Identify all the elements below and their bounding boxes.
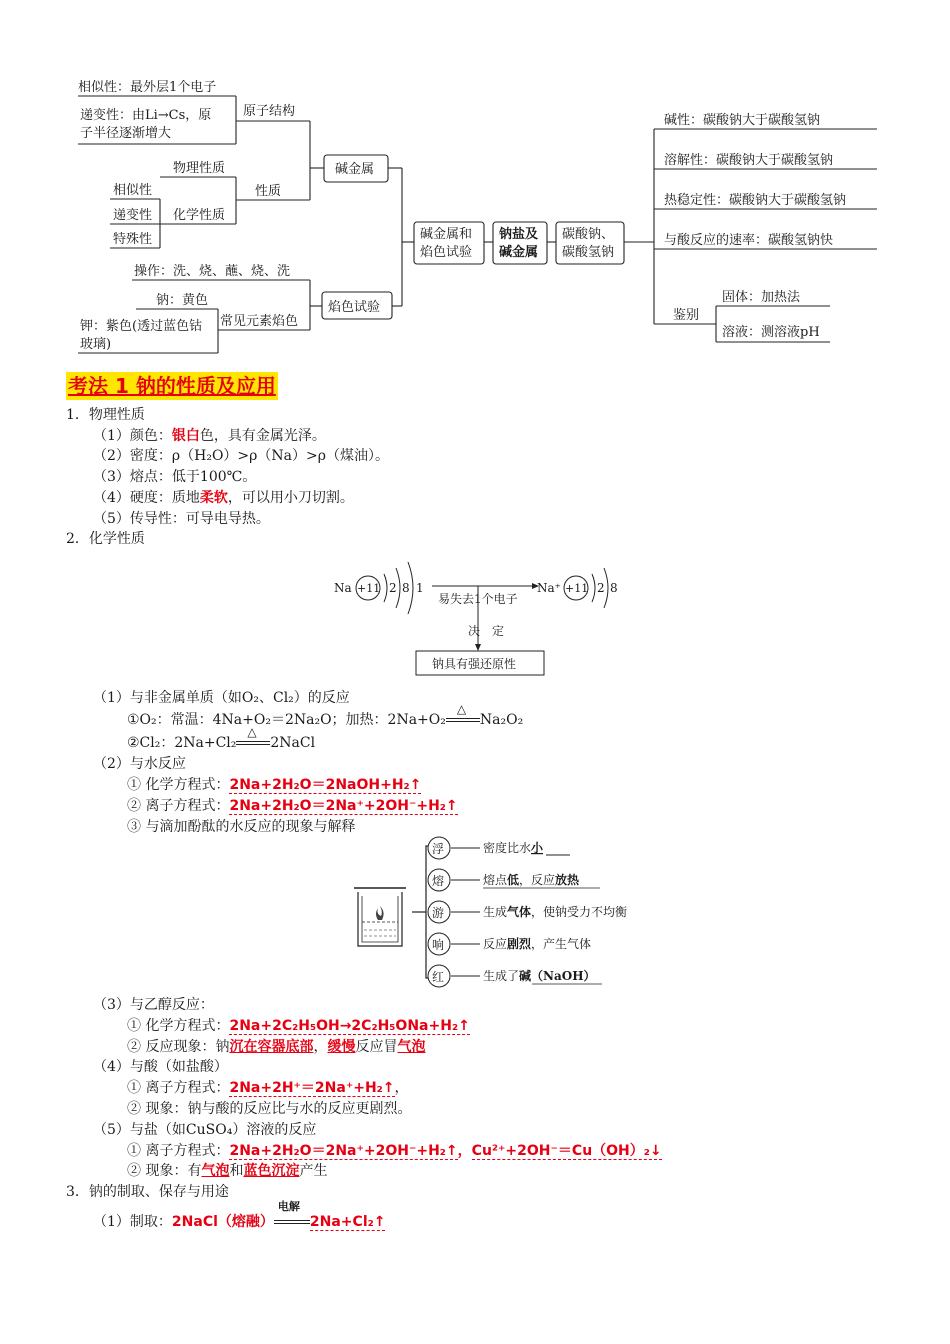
prop-density: （2）密度：ρ（H₂O）>ρ（Na）>ρ（煤油）。	[93, 448, 389, 464]
mm-similarity: 相似性	[113, 183, 153, 198]
mind-map	[0, 0, 950, 360]
r5-phenomenon: ② 现象：有气泡和蓝色沉淀产生	[127, 1163, 328, 1179]
mm-carbonate-1: 碳酸钠、	[562, 227, 615, 242]
mm-center-2: 焰色试验	[420, 245, 473, 260]
atom-ion-shell-1: 2	[597, 581, 605, 595]
r2-phenomenon-heading: ③ 与滴加酚酞的水反应的现象与解释	[127, 819, 356, 835]
mm-identify: 鉴别	[673, 308, 700, 323]
mm-solution-ph: 溶液：测溶液pH	[722, 325, 820, 340]
mm-carbonate-2: 碳酸氢钠	[562, 245, 615, 260]
mm-thermal: 热稳定性：碳酸钠大于碳酸氢钠	[664, 193, 847, 208]
mm-center-1: 碱金属和	[420, 227, 473, 242]
mm-acid-rate: 与酸反应的速率：碳酸氢钠快	[664, 233, 834, 248]
atom-na-symbol: Na	[334, 581, 352, 595]
mm-special: 特殊性	[113, 232, 153, 247]
mm-potassium-purple-2: 玻璃)	[80, 337, 112, 352]
mm-solid-heating: 固体：加热法	[722, 290, 801, 305]
r1-oxygen: ①O₂：常温：4Na+O₂＝2Na₂O；加热：2Na+O₂ △ Na₂O₂	[127, 702, 524, 728]
mm-chemical-props: 化学性质	[173, 208, 226, 223]
mm-sodium-salt-1: 钠盐及	[499, 227, 539, 242]
r5-ionic: ① 离子方程式：2Na+2H₂O＝2Na⁺+2OH⁻+H₂↑，Cu²⁺+2OH⁻＝Cu（OH）₂↓	[127, 1143, 662, 1159]
r5-heading: （5）与盐（如CuSO₄）溶液的反应	[93, 1122, 317, 1138]
r3-phenomenon: ② 反应现象：钠沉在容器底部，缓慢反应冒气泡	[127, 1039, 426, 1055]
atom-decide: 决 定	[468, 624, 505, 638]
r1-chlorine: ②Cl₂：2Na+Cl₂ △ 2NaCl	[127, 725, 316, 751]
atom-ion-shell-2: 8	[610, 581, 618, 595]
mm-common-flame: 常见元素焰色	[220, 314, 299, 329]
mm-trend: 递变性	[113, 208, 153, 223]
physical-props-heading: 1．物理性质	[66, 407, 145, 423]
mm-atom-similarity: 相似性：最外层1个电子	[78, 80, 217, 95]
electrolysis-condition: 电解	[277, 1200, 300, 1213]
atom-nucleus: +11	[357, 582, 381, 595]
water-melt-circle: 熔	[432, 874, 445, 888]
r2-ionic: ② 离子方程式：2Na+2H₂O＝2Na⁺+2OH⁻+H₂↑	[127, 798, 458, 814]
water-row-2: 熔点低，反应放热	[483, 873, 580, 887]
mm-properties: 性质	[255, 184, 282, 199]
r1-heading: （1）与非金属单质（如O₂、Cl₂）的反应	[93, 690, 350, 706]
atom-shell-3: 1	[416, 581, 424, 595]
water-row-4: 反应剧烈，产生气体	[483, 937, 592, 951]
mm-atomic-structure: 原子结构	[243, 104, 296, 119]
mm-sodium-salt-2: 碱金属	[499, 245, 539, 260]
section-title: 考法 1 钠的性质及应用	[68, 374, 276, 398]
atom-ion-symbol: Na⁺	[537, 581, 561, 595]
prep-electrolysis: （1）制取：2NaCl（熔融） 电解 2Na+Cl₂↑	[93, 1200, 386, 1230]
prop-hardness: （4）硬度：质地柔软，可以用小刀切割。	[93, 490, 354, 506]
mm-alkalinity: 碱性：碳酸钠大于碳酸氢钠	[664, 113, 821, 128]
atom-reducing-box: 钠具有强还原性	[432, 657, 517, 671]
water-row-5: 生成了碱（NaOH）	[483, 969, 596, 983]
water-float-circle: 浮	[432, 842, 445, 856]
heat-symbol: △	[247, 725, 257, 739]
atom-lose-electron: 易失去1个电子	[438, 592, 518, 606]
atom-structure-diagram	[330, 556, 630, 680]
mm-solubility: 溶解性：碳酸钠大于碳酸氢钠	[664, 153, 834, 168]
mm-physical-props: 物理性质	[173, 161, 226, 176]
r2-equation: ① 化学方程式：2Na+2H₂O＝2NaOH+H₂↑	[127, 777, 422, 793]
water-swim-circle: 游	[432, 906, 445, 920]
chemical-props-heading: 2．化学性质	[66, 531, 145, 547]
prop-color: （1）颜色：银白色，具有金属光泽。	[93, 428, 326, 444]
mm-sodium-yellow: 钠：黄色	[156, 293, 209, 308]
mm-alkali-metal: 碱金属	[335, 162, 375, 177]
r4-ionic: ① 离子方程式：2Na+2H⁺＝2Na⁺+H₂↑，	[127, 1080, 409, 1096]
r4-heading: （4）与酸（如盐酸）	[93, 1059, 228, 1075]
water-red-circle: 红	[432, 970, 445, 984]
mm-atom-trend: 递变性：由Li→Cs，原	[80, 108, 212, 123]
mm-flame-operation: 操作：洗、烧、蘸、烧、洗	[134, 264, 291, 279]
atom-shell-2: 8	[402, 581, 410, 595]
r3-heading: （3）与乙醇反应：	[93, 997, 214, 1013]
water-row-3: 生成气体，使钠受力不均衡	[483, 905, 628, 919]
heat-symbol: △	[456, 702, 467, 716]
r3-equation: ① 化学方程式：2Na+2C₂H₅OH→2C₂H₅ONa+H₂↑	[127, 1018, 470, 1034]
r4-phenomenon: ② 现象：钠与酸的反应比与水的反应更剧烈。	[127, 1101, 412, 1117]
prop-melting: （3）熔点：低于100℃。	[93, 469, 257, 485]
mm-atom-trend-2: 子半径逐渐增大	[80, 126, 172, 141]
water-reaction-diagram	[350, 834, 670, 994]
atom-shell-1: 2	[389, 581, 397, 595]
prep-heading: 3．钠的制取、保存与用途	[66, 1184, 229, 1200]
prop-conductivity: （5）传导性：可导电导热。	[93, 511, 270, 527]
water-row-1: 密度比水小	[483, 841, 544, 855]
mm-flame-test: 焰色试验	[328, 300, 381, 315]
water-sound-circle: 响	[432, 938, 445, 952]
r2-heading: （2）与水反应	[93, 756, 186, 772]
mm-potassium-purple: 钾：紫色(透过蓝色钴	[80, 319, 203, 334]
atom-ion-nucleus: +11	[565, 582, 589, 595]
